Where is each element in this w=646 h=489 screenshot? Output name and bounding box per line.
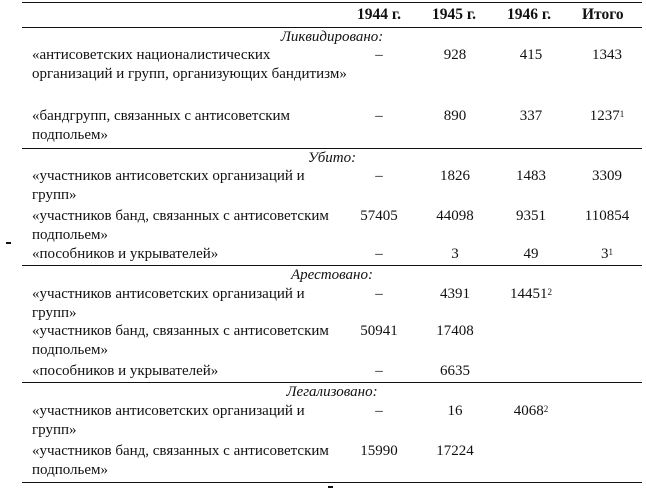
cell-total-value: 1237 bbox=[589, 108, 620, 124]
header-1944: 1944 г. bbox=[357, 6, 402, 23]
cell-1946 bbox=[496, 402, 566, 421]
cell-1945: 16 bbox=[447, 403, 463, 419]
cell-1946: 1483 bbox=[516, 168, 546, 184]
row-label: «участников банд, связанных с антисоветским подпольем» bbox=[32, 208, 329, 243]
row-label: «пособников и укрывателей» bbox=[32, 246, 219, 262]
cell-1946-value: 4068 bbox=[513, 403, 544, 419]
header-rule bbox=[22, 27, 642, 28]
section-liquidated: Ликвидировано: bbox=[280, 29, 384, 45]
cell-1946 bbox=[496, 285, 566, 304]
section-rule-legalized bbox=[22, 382, 642, 383]
cell-1946: 415 bbox=[519, 47, 543, 63]
cell-total: 1343 bbox=[592, 47, 622, 63]
cell-1945: 3 bbox=[451, 246, 459, 262]
cell-1945: 6635 bbox=[440, 363, 470, 379]
row-label: «бандгрупп, связанных с антисоветским подпольем» bbox=[32, 108, 291, 143]
cell-total bbox=[572, 107, 642, 126]
cell-total-value: 3 bbox=[601, 246, 609, 262]
cell-1944: 15990 bbox=[360, 443, 398, 459]
cell-1945: 928 bbox=[443, 47, 467, 63]
cell-1944: 50941 bbox=[360, 323, 398, 339]
statistics-table bbox=[22, 2, 642, 484]
cell-1944: 57405 bbox=[360, 208, 398, 224]
footnote-marker: 2 bbox=[547, 287, 552, 297]
cell-1945: 890 bbox=[443, 108, 467, 124]
cell-1946: 337 bbox=[519, 108, 543, 124]
cell-1944: – bbox=[375, 363, 383, 379]
cell-1945: 44098 bbox=[436, 208, 474, 224]
cell-total: 110854 bbox=[584, 208, 630, 224]
cell-1944: – bbox=[375, 286, 383, 302]
cell-total bbox=[572, 245, 642, 264]
cell-1946: 9351 bbox=[516, 208, 546, 224]
footnote-marker: 1 bbox=[619, 109, 625, 119]
section-killed: Убито: bbox=[307, 150, 357, 166]
footnote-marker: 1 bbox=[608, 247, 613, 257]
top-rule bbox=[22, 2, 642, 3]
section-rule-killed bbox=[22, 148, 642, 149]
section-legalized: Легализовано: bbox=[286, 384, 378, 400]
cell-1944: – bbox=[375, 246, 383, 262]
crop-mark bbox=[6, 242, 11, 244]
row-label: «антисоветских националистических организаций и групп, организующих бандитизм» bbox=[32, 47, 347, 82]
cell-1946-value: 14451 bbox=[510, 286, 548, 302]
cell-1944: – bbox=[375, 108, 383, 124]
header-total: Итого bbox=[582, 6, 624, 23]
footnote-marker: 2 bbox=[543, 404, 549, 414]
row-label: «пособников и укрывателей» bbox=[32, 363, 219, 379]
cell-1945: 1826 bbox=[440, 168, 470, 184]
cell-1945: 17224 bbox=[436, 443, 474, 459]
cell-1945: 17408 bbox=[436, 323, 474, 339]
cell-1946: 49 bbox=[523, 246, 539, 262]
cell-1944: – bbox=[375, 47, 383, 63]
bottom-rule bbox=[22, 482, 642, 483]
section-rule-arrested bbox=[22, 265, 642, 266]
crop-mark bbox=[328, 486, 333, 488]
cell-1944: – bbox=[375, 403, 383, 419]
row-label: «участников банд, связанных с антисоветским подпольем» bbox=[32, 443, 329, 478]
header-1945: 1945 г. bbox=[432, 6, 477, 23]
row-label: «участников антисоветских организаций и групп» bbox=[32, 286, 305, 321]
section-arrested: Арестовано: bbox=[291, 267, 373, 283]
row-label: «участников антисоветских организаций и групп» bbox=[32, 168, 305, 203]
cell-total: 3309 bbox=[592, 168, 622, 184]
cell-1944: – bbox=[375, 168, 383, 184]
header-1946: 1946 г. bbox=[507, 6, 552, 23]
row-label: «участников банд, связанных с антисоветским подпольем» bbox=[32, 323, 329, 358]
cell-1945: 4391 bbox=[440, 286, 470, 302]
row-label: «участников антисоветских организаций и групп» bbox=[32, 403, 305, 438]
